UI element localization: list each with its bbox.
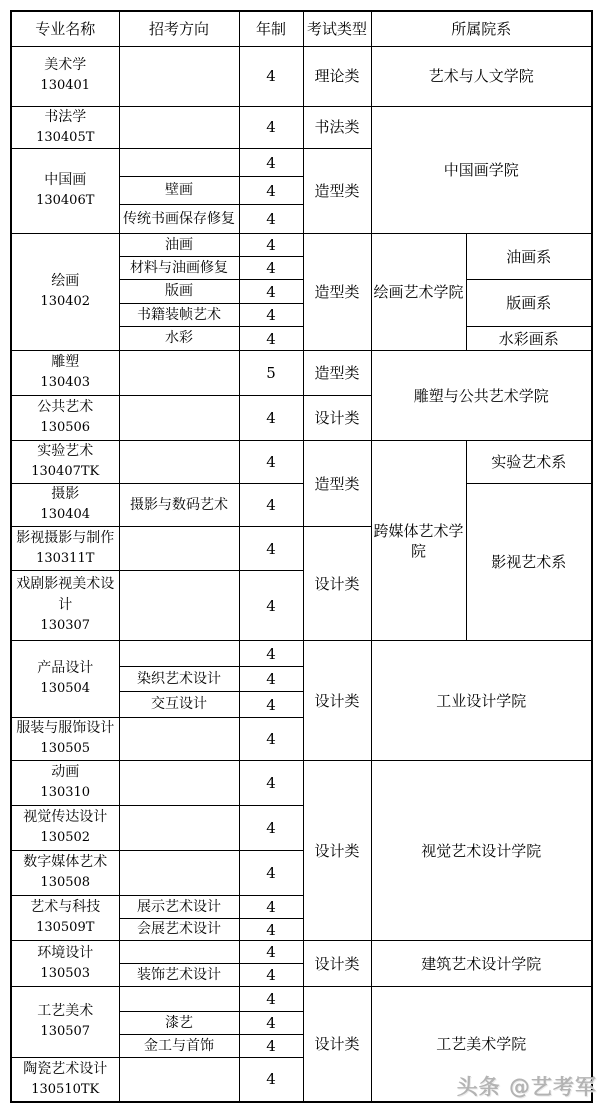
direction-cell bbox=[119, 987, 239, 1012]
major-code: 130503 bbox=[40, 965, 91, 981]
years-cell: 4 bbox=[239, 205, 303, 234]
major-name: 环境设计 bbox=[37, 944, 94, 961]
major-code: 130506 bbox=[40, 420, 91, 436]
major-cell bbox=[11, 149, 119, 234]
major-cell bbox=[11, 441, 119, 484]
major-cell bbox=[11, 46, 119, 106]
college-cell: 建筑艺术设计学院 bbox=[371, 941, 592, 987]
college-cell: 绘画艺术学院 bbox=[371, 234, 466, 351]
table-row bbox=[11, 484, 592, 527]
col-header-major: 专业名称 bbox=[11, 11, 119, 46]
department-cell: 版画系 bbox=[466, 280, 592, 327]
header-row bbox=[11, 11, 592, 46]
years-cell: 5 bbox=[239, 351, 303, 396]
years-cell: 4 bbox=[239, 396, 303, 441]
direction-cell: 装饰艺术设计 bbox=[119, 964, 239, 987]
years-cell: 4 bbox=[239, 149, 303, 177]
direction-cell bbox=[119, 527, 239, 571]
major-cell bbox=[11, 987, 119, 1058]
watermark: 头条 @艺考军 bbox=[456, 1075, 597, 1099]
exam-type-cell: 造型类 bbox=[303, 351, 371, 396]
years-cell: 4 bbox=[239, 280, 303, 304]
major-name: 公共艺术 bbox=[37, 399, 94, 416]
major-code: 130406T bbox=[36, 193, 95, 209]
col-header-exam-type: 考试类型 bbox=[303, 11, 371, 46]
major-cell bbox=[11, 484, 119, 527]
major-cell bbox=[11, 396, 119, 441]
years-cell: 4 bbox=[239, 304, 303, 327]
college-cell: 工业设计学院 bbox=[371, 641, 592, 761]
years-cell: 4 bbox=[239, 441, 303, 484]
table-row bbox=[11, 46, 592, 106]
years-cell: 4 bbox=[239, 527, 303, 571]
table-row bbox=[11, 351, 592, 396]
exam-type-cell: 造型类 bbox=[303, 149, 371, 234]
table-row bbox=[11, 106, 592, 149]
table-row bbox=[11, 234, 592, 257]
major-code: 130405T bbox=[36, 129, 95, 145]
major-name: 数字媒体艺术 bbox=[23, 854, 108, 871]
exam-type-cell: 设计类 bbox=[303, 641, 371, 761]
years-cell: 4 bbox=[239, 257, 303, 280]
exam-type-cell: 理论类 bbox=[303, 46, 371, 106]
direction-cell: 摄影与数码艺术 bbox=[119, 484, 239, 527]
years-cell: 4 bbox=[239, 177, 303, 205]
direction-cell: 会展艺术设计 bbox=[119, 919, 239, 941]
exam-type-cell: 设计类 bbox=[303, 987, 371, 1102]
direction-cell bbox=[119, 761, 239, 806]
exam-type-cell: 设计类 bbox=[303, 527, 371, 641]
table-row bbox=[11, 761, 592, 806]
direction-cell bbox=[119, 106, 239, 149]
major-name: 绘画 bbox=[51, 273, 80, 290]
years-cell: 4 bbox=[239, 1035, 303, 1058]
admissions-table bbox=[10, 10, 593, 1103]
major-name: 雕塑 bbox=[51, 354, 80, 371]
direction-cell bbox=[119, 941, 239, 964]
major-cell bbox=[11, 527, 119, 571]
major-cell bbox=[11, 896, 119, 941]
years-cell: 4 bbox=[239, 896, 303, 919]
college-cell: 工艺美术学院 bbox=[371, 987, 592, 1102]
major-code: 130509T bbox=[36, 920, 95, 936]
major-code: 130307 bbox=[40, 618, 91, 634]
direction-cell: 书籍装帧艺术 bbox=[119, 304, 239, 327]
major-name: 戏剧影视美术设计 bbox=[16, 576, 115, 614]
major-code: 130505 bbox=[40, 741, 91, 757]
years-cell: 4 bbox=[239, 1012, 303, 1035]
years-cell: 4 bbox=[239, 571, 303, 641]
major-code: 130504 bbox=[40, 681, 91, 697]
college-cell: 跨媒体艺术学院 bbox=[371, 441, 466, 641]
exam-type-cell: 书法类 bbox=[303, 106, 371, 149]
major-cell bbox=[11, 761, 119, 806]
major-code: 130502 bbox=[40, 830, 91, 846]
major-name: 工艺美术 bbox=[37, 1003, 94, 1020]
major-name: 动画 bbox=[51, 764, 80, 781]
major-code: 130407TK bbox=[31, 464, 100, 480]
years-cell: 4 bbox=[239, 106, 303, 149]
college-cell: 视觉艺术设计学院 bbox=[371, 761, 592, 941]
major-cell bbox=[11, 351, 119, 396]
college-cell: 中国画学院 bbox=[371, 106, 592, 234]
direction-cell: 材料与油画修复 bbox=[119, 257, 239, 280]
years-cell: 4 bbox=[239, 718, 303, 761]
direction-cell: 版画 bbox=[119, 280, 239, 304]
years-cell: 4 bbox=[239, 692, 303, 718]
major-code: 130404 bbox=[40, 507, 91, 523]
major-cell bbox=[11, 941, 119, 987]
table-row bbox=[11, 641, 592, 667]
department-cell: 实验艺术系 bbox=[466, 441, 592, 484]
major-code: 130403 bbox=[40, 375, 91, 391]
years-cell: 4 bbox=[239, 987, 303, 1012]
major-code: 130311T bbox=[36, 550, 95, 566]
major-name: 艺术与科技 bbox=[30, 899, 101, 916]
years-cell: 4 bbox=[239, 1058, 303, 1102]
direction-cell: 交互设计 bbox=[119, 692, 239, 718]
department-cell: 水彩画系 bbox=[466, 327, 592, 351]
major-cell bbox=[11, 1058, 119, 1102]
major-cell bbox=[11, 851, 119, 896]
direction-cell bbox=[119, 641, 239, 667]
years-cell: 4 bbox=[239, 641, 303, 667]
major-name: 中国画 bbox=[44, 172, 87, 189]
major-cell bbox=[11, 718, 119, 761]
direction-cell bbox=[119, 396, 239, 441]
direction-cell bbox=[119, 351, 239, 396]
exam-type-cell: 设计类 bbox=[303, 761, 371, 941]
direction-cell bbox=[119, 441, 239, 484]
years-cell: 4 bbox=[239, 806, 303, 851]
direction-cell bbox=[119, 149, 239, 177]
table-row bbox=[11, 441, 592, 484]
major-code: 130508 bbox=[40, 875, 91, 891]
department-cell: 油画系 bbox=[466, 234, 592, 280]
direction-cell: 漆艺 bbox=[119, 1012, 239, 1035]
major-cell bbox=[11, 641, 119, 718]
direction-cell bbox=[119, 718, 239, 761]
col-header-years: 年制 bbox=[239, 11, 303, 46]
major-code: 130510TK bbox=[31, 1081, 100, 1097]
department-cell: 影视艺术系 bbox=[466, 484, 592, 641]
years-cell: 4 bbox=[239, 484, 303, 527]
exam-type-cell: 设计类 bbox=[303, 941, 371, 987]
direction-cell: 染织艺术设计 bbox=[119, 667, 239, 692]
direction-cell bbox=[119, 806, 239, 851]
direction-cell bbox=[119, 571, 239, 641]
major-cell bbox=[11, 571, 119, 641]
years-cell: 4 bbox=[239, 964, 303, 987]
years-cell: 4 bbox=[239, 761, 303, 806]
major-code: 130401 bbox=[40, 78, 91, 94]
years-cell: 4 bbox=[239, 46, 303, 106]
direction-cell: 油画 bbox=[119, 234, 239, 257]
direction-cell: 金工与首饰 bbox=[119, 1035, 239, 1058]
major-name: 实验艺术 bbox=[37, 443, 94, 460]
col-header-college: 所属院系 bbox=[371, 11, 592, 46]
exam-type-cell: 造型类 bbox=[303, 441, 371, 527]
table-row bbox=[11, 987, 592, 1012]
direction-cell: 壁画 bbox=[119, 177, 239, 205]
direction-cell: 水彩 bbox=[119, 327, 239, 351]
college-cell: 雕塑与公共艺术学院 bbox=[371, 351, 592, 441]
college-cell: 艺术与人文学院 bbox=[371, 46, 592, 106]
major-cell bbox=[11, 234, 119, 351]
direction-cell: 展示艺术设计 bbox=[119, 896, 239, 919]
direction-cell bbox=[119, 46, 239, 106]
direction-cell bbox=[119, 851, 239, 896]
major-name: 书法学 bbox=[44, 108, 87, 125]
major-name: 影视摄影与制作 bbox=[16, 529, 115, 546]
major-name: 视觉传达设计 bbox=[23, 809, 108, 826]
direction-cell: 传统书画保存修复 bbox=[119, 205, 239, 234]
major-code: 130507 bbox=[40, 1024, 91, 1040]
years-cell: 4 bbox=[239, 851, 303, 896]
major-code: 130310 bbox=[40, 785, 91, 801]
exam-type-cell: 造型类 bbox=[303, 234, 371, 351]
major-cell bbox=[11, 806, 119, 851]
major-name: 陶瓷艺术设计 bbox=[23, 1060, 108, 1077]
years-cell: 4 bbox=[239, 667, 303, 692]
table-row bbox=[11, 941, 592, 964]
years-cell: 4 bbox=[239, 327, 303, 351]
years-cell: 4 bbox=[239, 234, 303, 257]
years-cell: 4 bbox=[239, 941, 303, 964]
exam-type-cell: 设计类 bbox=[303, 396, 371, 441]
major-name: 美术学 bbox=[44, 57, 87, 74]
direction-cell bbox=[119, 1058, 239, 1102]
major-code: 130402 bbox=[40, 294, 91, 310]
major-cell bbox=[11, 106, 119, 149]
major-name: 摄影 bbox=[51, 486, 80, 503]
major-name: 产品设计 bbox=[37, 660, 94, 677]
years-cell: 4 bbox=[239, 919, 303, 941]
col-header-direction: 招考方向 bbox=[119, 11, 239, 46]
major-name: 服装与服饰设计 bbox=[16, 720, 115, 737]
